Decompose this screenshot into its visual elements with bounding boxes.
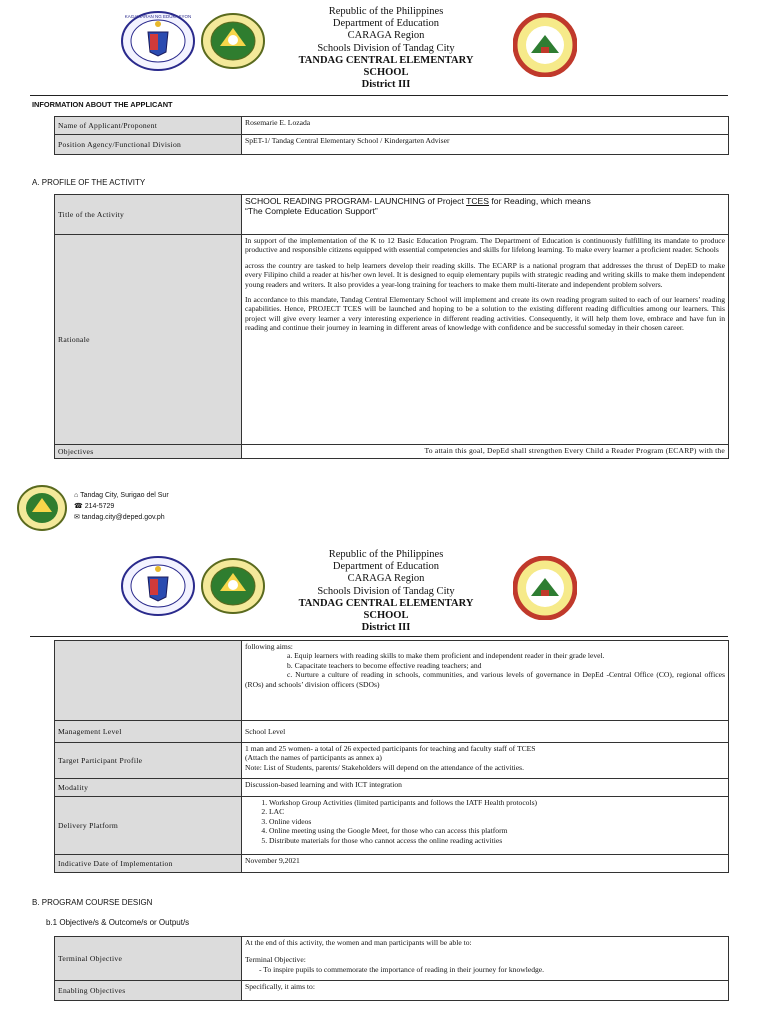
- school-name-line-2: SCHOOL: [363, 67, 409, 79]
- objectives-label: Objectives: [55, 445, 242, 459]
- activity-title-part-1: SCHOOL READING PROGRAM- LAUNCHING of Project: [245, 196, 467, 206]
- activity-title-line-2: “The Complete Education Support”: [245, 206, 378, 217]
- rationale-paragraph-1: In support of the implementation of the K to 12 Basic Education Program. The Department of Education is continuously fulfilling its mandate to produce productive and responsible citizens equipped with essential competencies and skills for lifelong learning. To make every learner a proficient reader. Schools: [245, 236, 725, 255]
- footer-email: tandag.city@deped.gov.ph: [81, 514, 165, 521]
- school-seal-logo: [513, 13, 577, 77]
- list-item: 3. Online videos: [269, 817, 725, 826]
- section-b-title: B. PROGRAM COURSE DESIGN: [32, 898, 153, 907]
- delivery-platform-label: Delivery Platform: [55, 797, 242, 855]
- target-line-2: (Attach the names of participants as annex a): [245, 753, 382, 763]
- rationale-value: [242, 235, 729, 445]
- objectives-continued-label: [55, 641, 242, 721]
- target-line-1: 1 man and 25 women- a total of 26 expected participants for teaching and faculty staff of TCES: [245, 744, 536, 753]
- terminal-line-2: Terminal Objective:: [245, 955, 306, 965]
- header-line-2: Department of Education: [332, 561, 440, 573]
- management-level-value: School Level: [242, 721, 729, 743]
- activity-title-label: Title of the Activity: [55, 195, 242, 235]
- terminal-line-1: At the end of this activity, the women and man participants will be able to:: [245, 938, 472, 947]
- school-name-line-2: SCHOOL: [363, 610, 409, 622]
- header-line-1: Republic of the Philippines: [328, 6, 444, 17]
- management-level-label: Management Level: [55, 721, 242, 743]
- list-item: 2. LAC: [269, 807, 725, 816]
- header-divider-2: [30, 636, 728, 637]
- footer-seal-logo: [16, 484, 68, 532]
- date-label: Indicative Date of Implementation: [55, 855, 242, 873]
- rationale-paragraph-2: across the country are tasked to help learners develop their reading skills. The ECARP is a national program that addresses the thrust of DepED to make every Filipino child a reader at his/her own level. It is designed to equip elementary pupils with strategic reading and writing skills to make them independent young readers and writers. It also provides a year-long training for teachers to make them multi-literate and independent problem solvers.: [245, 260, 725, 289]
- home-icon: ⌂: [74, 492, 79, 499]
- target-participant-label: Target Participant Profile: [55, 743, 242, 779]
- school-seal-logo-2: [513, 556, 577, 620]
- activity-title-part-2: for Reading, which means: [489, 196, 591, 206]
- target-participant-value: [242, 743, 729, 779]
- modality-label: Modality: [55, 779, 242, 797]
- header-divider: [30, 95, 728, 96]
- activity-title-tces: TCES: [466, 196, 490, 206]
- aims-intro: following aims:: [245, 642, 293, 651]
- school-name-line-1: TANDAG CENTRAL ELEMENTARY: [298, 597, 474, 609]
- aim-b: b. Capacitate teachers to become effective reading teachers; and: [287, 660, 482, 670]
- objectives-table: [54, 936, 729, 1001]
- footer-address: Tandag City, Surigao del Sur: [80, 492, 169, 499]
- profile-table-continued: [54, 640, 729, 873]
- section-profile-title: A. PROFILE OF THE ACTIVITY: [32, 178, 146, 187]
- deped-seal-logo: [120, 10, 196, 72]
- enabling-objectives-label: Enabling Objectives: [55, 981, 242, 1001]
- date-value: November 9,2021: [242, 855, 729, 873]
- target-line-3: Note: List of Students, parents/ Stakeholders will depend on the attendance of the activities.: [245, 762, 524, 772]
- position-label: Position Agency/Functional Division: [55, 135, 242, 155]
- section-applicant-title: INFORMATION ABOUT THE APPLICANT: [32, 100, 173, 109]
- terminal-line-3: - To inspire pupils to commemorate the importance of reading in their journey for knowledge.: [259, 964, 545, 974]
- district-label: District III: [361, 79, 411, 91]
- position-value: SpET-1/ Tandag Central Elementary School / Kindergarten Adviser: [242, 135, 729, 155]
- footer-contact: [74, 490, 169, 523]
- list-item: 4. Online meeting using the Google Meet, for those who can access this platform: [269, 826, 725, 835]
- email-icon: ✉: [74, 514, 80, 521]
- rationale-label: Rationale: [55, 235, 242, 445]
- list-item: 1. Workshop Group Activities (limited participants and follows the IATF Health protocols): [269, 798, 725, 807]
- deped-seal-logo-2: [120, 555, 196, 617]
- terminal-objective-value: [242, 937, 729, 981]
- delivery-list: [245, 798, 725, 845]
- header-line-4: Schools Division of Tandag City: [317, 585, 455, 597]
- aim-c: c. Nurture a culture of reading in schools, communities, and various levels of governance in DepEd -Central Office (CO), regional offices (ROs) and schools’ division officers (SDOs): [245, 670, 725, 689]
- deped-seal-text: KAGAWARAN NG EDUKASYON: [124, 14, 192, 19]
- section-b1-title: b.1 Objective/s & Outcome/s or Output/s: [46, 918, 190, 927]
- enabling-objectives-value: Specifically, it aims to:: [242, 981, 729, 1001]
- objectives-value: To attain this goal, DepEd shall strengthen Every Child a Reader Program (ECARP) with the: [242, 445, 729, 459]
- list-item: 5. Distribute materials for those who cannot access the online reading activities: [269, 836, 725, 845]
- activity-title-value: [242, 195, 729, 235]
- header-line-3: CARAGA Region: [347, 30, 425, 42]
- rationale-paragraph-3: In accordance to this mandate, Tandag Central Elementary School will implement and create its own reading program suited to each of our learners’ reading capabilities. Hence, PROJECT TCES will be launched and hoping to be a solution to the existing different reading difficulties among our learners. This project will give every learner a very interesting experience in different reading activities. Consequently, it will help them love, embrace and have fun in reading and continue their journey in learning in different areas of knowledge with confidence and be successful someday in their chosen career.: [245, 295, 725, 333]
- applicant-name-label: Name of Applicant/Proponent: [55, 117, 242, 135]
- applicant-name-value: Rosemarie E. Lozada: [242, 117, 729, 135]
- modality-value: Discussion-based learning and with ICT integration: [242, 779, 729, 797]
- applicant-table: [54, 116, 729, 155]
- objectives-continued-value: [242, 641, 729, 721]
- district-label: District III: [361, 622, 411, 634]
- header-line-1: Republic of the Philippines: [328, 549, 444, 560]
- school-name-line-1: TANDAG CENTRAL ELEMENTARY: [298, 54, 474, 66]
- aim-a: a. Equip learners with reading skills to make them proficient and independent reader in their grade level.: [287, 651, 605, 661]
- header-line-4: Schools Division of Tandag City: [317, 42, 455, 54]
- phone-icon: ☎: [74, 503, 83, 510]
- terminal-objective-label: Terminal Objective: [55, 937, 242, 981]
- delivery-platform-value: [242, 797, 729, 855]
- profile-table: [54, 194, 729, 459]
- header-line-2: Department of Education: [332, 18, 440, 30]
- header-line-3: CARAGA Region: [347, 573, 425, 585]
- footer-phone: 214-5729: [84, 503, 115, 510]
